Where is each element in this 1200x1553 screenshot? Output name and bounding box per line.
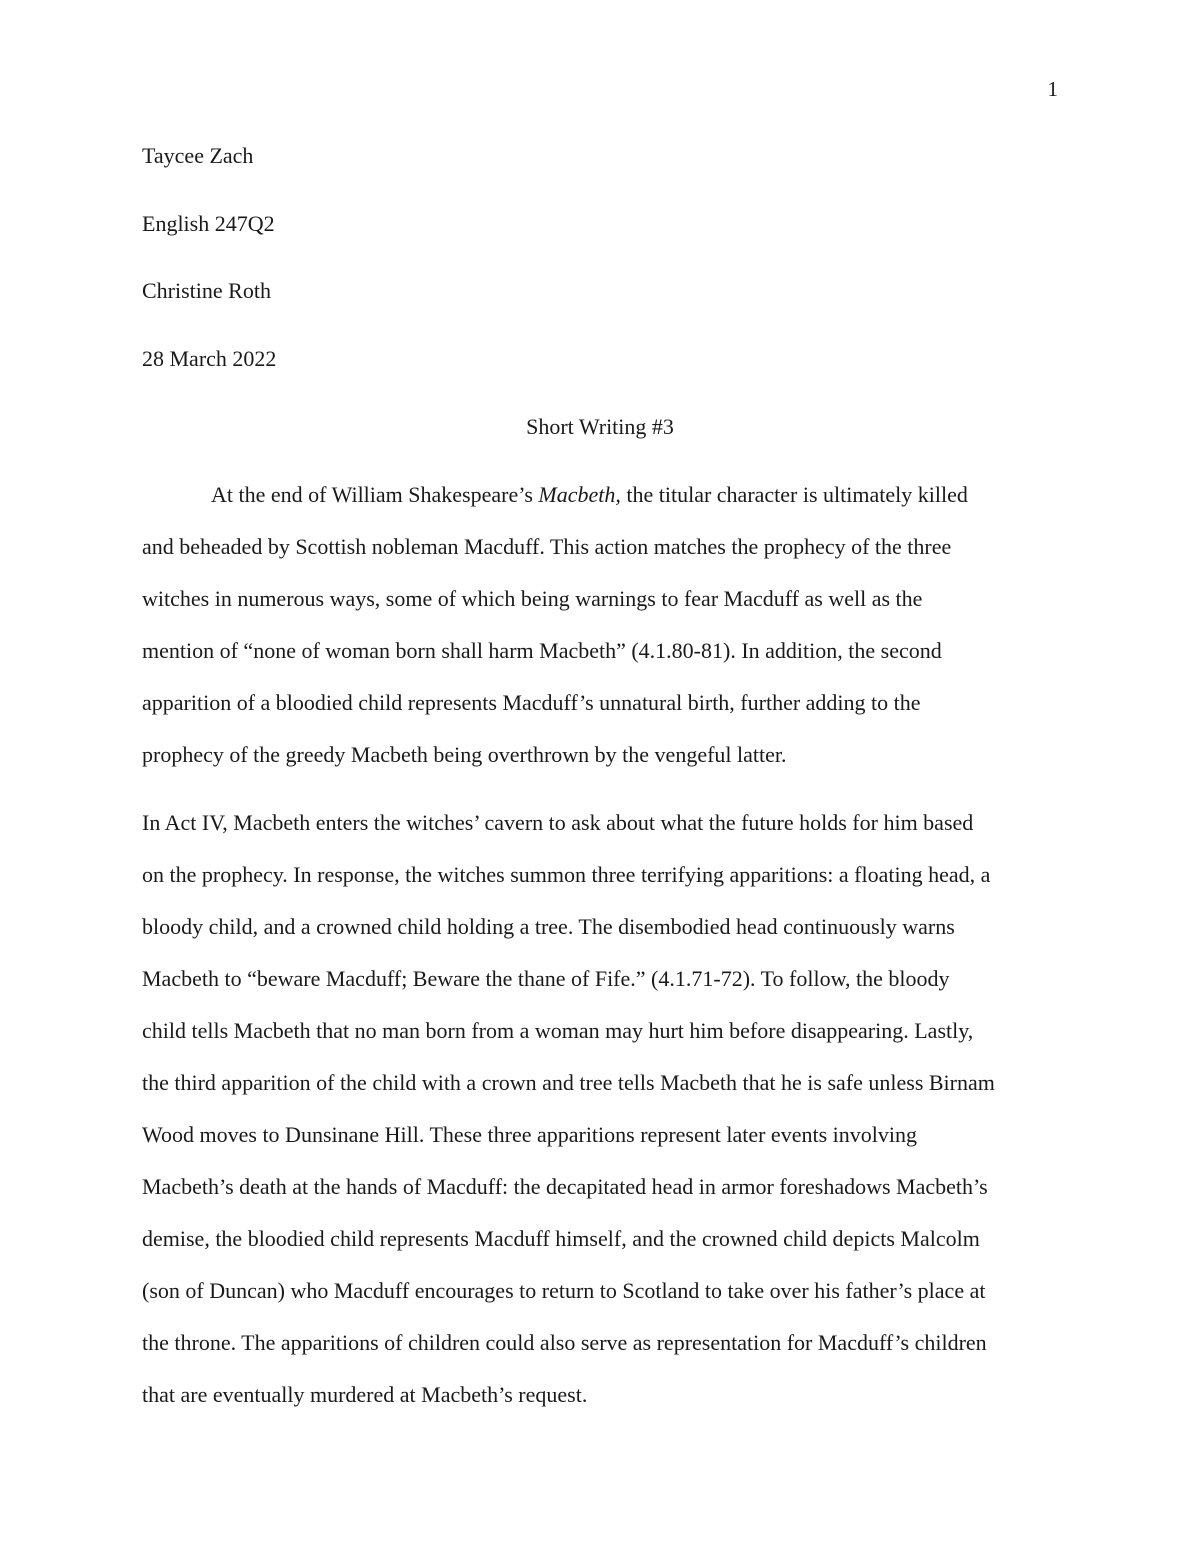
paragraph-2-line: (son of Duncan) who Macduff encourages to return to Scotland to take over his father’s place at (142, 1278, 986, 1303)
paragraph-1-line-2: and beheaded by Scottish nobleman Macduff. This action matches the prophecy of the three (142, 534, 952, 559)
paragraph-2-line: Macbeth’s death at the hands of Macduff: the decapitated head in armor foreshadows Macbeth’s (142, 1174, 988, 1199)
paragraph-2-line: the throne. The apparitions of children could also serve as representation for Macduff’s children (142, 1330, 987, 1355)
paragraph-2-line: on the prophecy. In response, the witches summon three terrifying apparitions: a floating head, a (142, 862, 991, 887)
paragraph-1-line-3: witches in numerous ways, some of which being warnings to fear Macduff as well as the (142, 586, 923, 611)
paragraph-2-line: Wood moves to Dunsinane Hill. These three apparitions represent later events involving (142, 1122, 917, 1147)
paragraph-2-line: Macbeth to “beware Macduff; Beware the thane of Fife.” (4.1.71-72). To follow, the bloody (142, 966, 950, 991)
date-line: 28 March 2022 (142, 346, 277, 371)
paragraph-1-line-5: apparition of a bloodied child represents Macduff’s unnatural birth, further adding to the (142, 690, 921, 715)
course-name: English 247Q2 (142, 211, 275, 236)
line-text: the titular character is ultimately killed (620, 482, 968, 507)
paragraph-2-line: that are eventually murdered at Macbeth’s request. (142, 1382, 588, 1407)
paragraph-2-line: bloody child, and a crowned child holding a tree. The disembodied head continuously warns (142, 914, 955, 939)
essay-title: Short Writing #3 (526, 414, 674, 439)
paragraph-1-line-1 (211, 481, 968, 509)
paragraph-1-line-6: prophecy of the greedy Macbeth being overthrown by the vengeful latter. (142, 742, 787, 767)
author-name: Taycee Zach (142, 143, 254, 168)
page-number: 1 (1047, 77, 1058, 101)
paragraph-1-line-4: mention of “none of woman born shall harm Macbeth” (4.1.80-81). In addition, the second (142, 638, 942, 663)
paragraph-2-line: child tells Macbeth that no man born from a woman may hurt him before disappearing. Lastly, (142, 1018, 974, 1043)
italic-title: Macbeth, (538, 482, 621, 507)
paragraph-2-line: In Act IV, Macbeth enters the witches’ cavern to ask about what the future holds for him based (142, 810, 974, 835)
line-text: At the end of William Shakespeare’s (211, 482, 539, 507)
paragraph-2-line: the third apparition of the child with a crown and tree tells Macbeth that he is safe unless Birnam (142, 1070, 995, 1095)
paragraph-2-line: demise, the bloodied child represents Macduff himself, and the crowned child depicts Malcolm (142, 1226, 980, 1251)
instructor-name: Christine Roth (142, 278, 271, 303)
